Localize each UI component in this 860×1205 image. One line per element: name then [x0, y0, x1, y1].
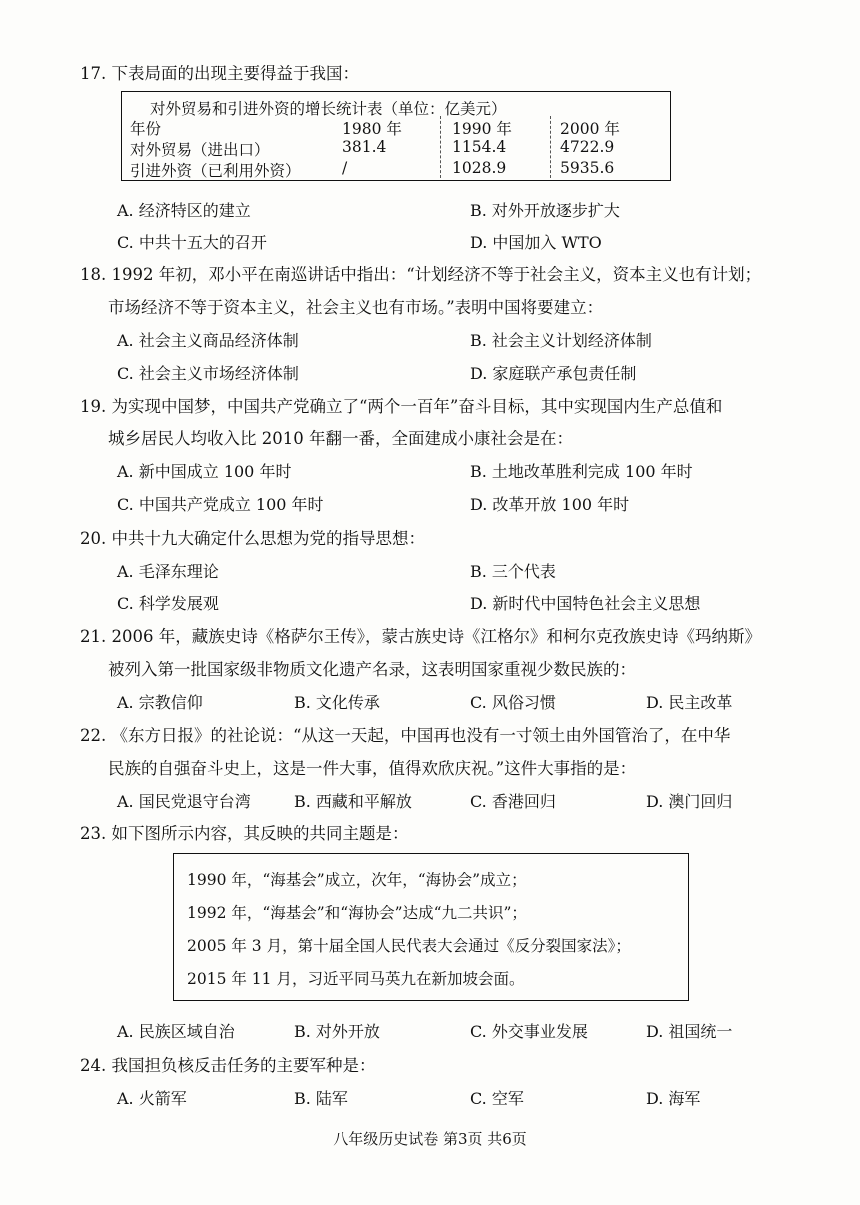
table-header-cell: 年份: [130, 120, 162, 138]
option-c[interactable]: C. 中共十五大的召开: [117, 233, 267, 252]
question-18-stem-cont: 市场经济不等于资本主义，社会主义也有市场。”表明中国将要建立：: [108, 298, 604, 317]
option-a[interactable]: A. 新中国成立 100 年时: [117, 462, 292, 481]
option-c[interactable]: C. 社会主义市场经济体制: [117, 364, 299, 383]
option-d[interactable]: D. 海军: [646, 1089, 701, 1108]
event-line: 1990 年，“海基会”成立，次年，“海协会”成立；: [187, 871, 527, 889]
option-c[interactable]: C. 风俗习惯: [470, 693, 556, 712]
option-b[interactable]: B. 土地改革胜利完成 100 年时: [470, 462, 693, 481]
table-cell: 对外贸易（进出口）: [130, 141, 270, 159]
option-a[interactable]: A. 社会主义商品经济体制: [117, 331, 299, 350]
question-22-stem-cont: 民族的自强奋斗史上，这是一件大事，值得欢欣庆祝。”这件大事指的是：: [108, 759, 637, 778]
table-cell: 引进外资（已利用外资）: [130, 162, 301, 180]
option-d[interactable]: D. 家庭联产承包责任制: [470, 364, 637, 383]
option-a[interactable]: A. 民族区域自治: [117, 1022, 235, 1041]
option-b[interactable]: B. 陆军: [294, 1089, 348, 1108]
cross-strait-events-box: [173, 853, 689, 1001]
table-divider: [440, 116, 441, 178]
option-c[interactable]: C. 外交事业发展: [470, 1022, 588, 1041]
option-c[interactable]: C. 香港回归: [470, 792, 556, 811]
option-a[interactable]: A. 火箭军: [117, 1089, 187, 1108]
option-c[interactable]: C. 空军: [470, 1089, 524, 1108]
table-header-cell: 1990 年: [452, 120, 512, 138]
table-cell: /: [342, 159, 348, 177]
option-b[interactable]: B. 社会主义计划经济体制: [470, 331, 652, 350]
event-line: 2005 年 3 月，第十届全国人民代表大会通过《反分裂国家法》；: [187, 937, 631, 955]
event-line: 2015 年 11 月，习近平同马英九在新加坡会面。: [187, 970, 525, 988]
question-23-stem: 23. 如下图所示内容，其反映的共同主题是：: [80, 824, 409, 843]
question-18-stem: 18. 1992 年初，邓小平在南巡讲话中指出：“计划经济不等于社会主义，资本主义也有计划；: [80, 265, 762, 284]
question-20-stem: 20. 中共十九大确定什么思想为党的指导思想：: [80, 529, 425, 548]
option-b[interactable]: B. 文化传承: [294, 693, 380, 712]
question-21-stem-cont: 被列入第一批国家级非物质文化遗产名录，这表明国家重视少数民族的：: [108, 660, 636, 679]
option-c[interactable]: C. 科学发展观: [117, 594, 219, 613]
table-cell: 381.4: [342, 138, 387, 156]
option-a[interactable]: A. 毛泽东理论: [117, 562, 219, 581]
trade-stats-table: [121, 91, 671, 181]
option-b[interactable]: B. 西藏和平解放: [294, 792, 412, 811]
question-22-stem: 22. 《东方日报》的社论说：“从这一天起，中国再也没有一寸领土由外国管治了，在中华: [80, 726, 731, 745]
option-d[interactable]: D. 民主改革: [646, 693, 733, 712]
option-d[interactable]: D. 祖国统一: [646, 1022, 733, 1041]
table-cell: 1028.9: [452, 159, 507, 177]
table-header-cell: 2000 年: [560, 120, 620, 138]
option-a[interactable]: A. 国民党退守台湾: [117, 792, 251, 811]
question-24-stem: 24. 我国担负核反击任务的主要军种是：: [80, 1056, 376, 1075]
option-d[interactable]: D. 中国加入 WTO: [470, 233, 602, 252]
event-line: 1992 年，“海基会”和“海协会”达成“九二共识”；: [187, 904, 527, 922]
table-cell: 4722.9: [560, 138, 615, 156]
option-d[interactable]: D. 改革开放 100 年时: [470, 495, 630, 514]
option-b[interactable]: B. 三个代表: [470, 562, 556, 581]
table-cell: 5935.6: [560, 159, 615, 177]
option-c[interactable]: C. 中国共产党成立 100 年时: [117, 495, 324, 514]
question-17-stem: 17. 下表局面的出现主要得益于我国：: [80, 64, 359, 83]
option-a[interactable]: A. 经济特区的建立: [117, 201, 251, 220]
table-header-cell: 1980 年: [342, 120, 402, 138]
table-title: 对外贸易和引进外资的增长统计表（单位：亿美元）: [150, 100, 507, 118]
table-cell: 1154.4: [452, 138, 507, 156]
page-footer: 八年级历史试卷 第3页 共6页: [333, 1130, 527, 1148]
table-divider: [550, 116, 551, 178]
option-d[interactable]: D. 澳门回归: [646, 792, 733, 811]
option-a[interactable]: A. 宗教信仰: [117, 693, 203, 712]
option-b[interactable]: B. 对外开放: [294, 1022, 380, 1041]
question-21-stem: 21. 2006 年，藏族史诗《格萨尔王传》，蒙古族史诗《江格尔》和柯尔克孜族史诗《玛纳斯》: [80, 627, 761, 646]
option-d[interactable]: D. 新时代中国特色社会主义思想: [470, 594, 701, 613]
question-19-stem: 19. 为实现中国梦，中国共产党确立了“两个一百年”奋斗目标，其中实现国内生产总值和: [80, 397, 723, 416]
question-19-stem-cont: 城乡居民人均收入比 2010 年翻一番，全面建成小康社会是在：: [108, 429, 573, 448]
option-b[interactable]: B. 对外开放逐步扩大: [470, 201, 620, 220]
